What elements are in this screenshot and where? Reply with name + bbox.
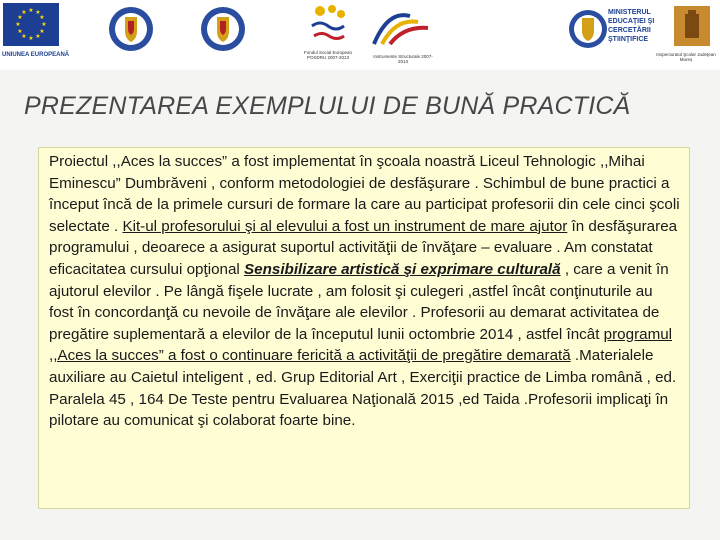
underlined-program-phrase: programul ,,Aces la succes” a fost o continuare fericită a activităţii de pregătire demarată [49,325,673,365]
svg-text:★: ★ [28,35,34,42]
svg-text:★: ★ [39,14,45,21]
svg-text:★: ★ [21,9,27,16]
svg-text:★: ★ [35,33,41,40]
inspectorate-caption: Inspectoratul Şcolar Judeţean Mureş [656,52,716,62]
government-emblem-icon [200,3,246,59]
fse-logo-icon [306,2,352,46]
svg-text:★: ★ [17,14,23,21]
underlined-kit-phrase: Kit-ul profesorului şi al elevului a fost un instrument de mare ajutor [122,217,568,235]
body-text-part-4: .Materialele auxiliare au Caietul inteligent , ed. Grup Editorial Art , Exerciţii practice de Limba română , ed. Paralela 45 , 164 De Teste pentru Evaluarea Naţională 2015 ,ed Taida .Profesorii implicaţi în pilotare au comunicat şi colaborat foarte bine. [49,347,677,430]
body-text-part-3: , care a venit în ajutorul elevilor . Pe lângă fişele lucrate , am folosit şi culegeri ,astfel încât conţinuturile au fost în concordanţă cu nevoile de învăţare ale elevilor . Profesorii au demarat activitatea de pregătire suplementară a elevilor de la începutul lunii octombrie 2014 , astfel încât [49,260,669,343]
eu-label: UNIUNEA EUROPEANĂ [2,52,70,58]
course-name-emphasis: Sensibilizare artistică şi exprimare culturală [244,260,561,278]
svg-text:★: ★ [39,28,45,35]
inspectorate-logo-icon [672,4,712,48]
svg-text:★: ★ [15,21,21,28]
svg-text:★: ★ [35,9,41,16]
body-text-part-2: în desfăşurarea programului , deoarece a asigurat suportul activităţii de învăţare – evaluare . Am constatat eficacitatea cursului opţional [49,217,678,278]
svg-text:★: ★ [41,21,47,28]
svg-text:★: ★ [28,7,34,14]
structural-instruments-caption: Instrumente Structurale 2007-2013 [373,54,433,64]
logo-bar [0,0,720,70]
ministry-label: MINISTERUL EDUCAŢIEI ŞI CERCETĂRII ŞTIINŢIFICE [608,9,655,43]
coat-of-arms-icon [108,3,154,59]
ministry-crest-icon [568,3,608,57]
slide-title: PREZENTAREA EXEMPLULUI DE BUNĂ PRACTICĂ [24,92,631,120]
fse-caption: Fondul Social European POSDRU 2007-2013 [303,50,353,60]
content-box [38,147,690,509]
svg-text:★: ★ [21,33,27,40]
body-paragraph [49,151,681,432]
eu-flag-icon [3,3,59,46]
svg-text:★: ★ [17,28,23,35]
structural-instruments-logo-icon [370,4,434,50]
body-text-part-1: Proiectul ,,Aces la succes” a fost implementat în şcoala noastră Liceul Tehnologic ,,Mihai Eminescu” Dumbrăveni , conform metodologiei de desfăşurare . Schimbul de bune practici a început încă de la primele cursuri de formare la care au participat profesorii din cele cinci şcoli selectate . [49,153,680,235]
